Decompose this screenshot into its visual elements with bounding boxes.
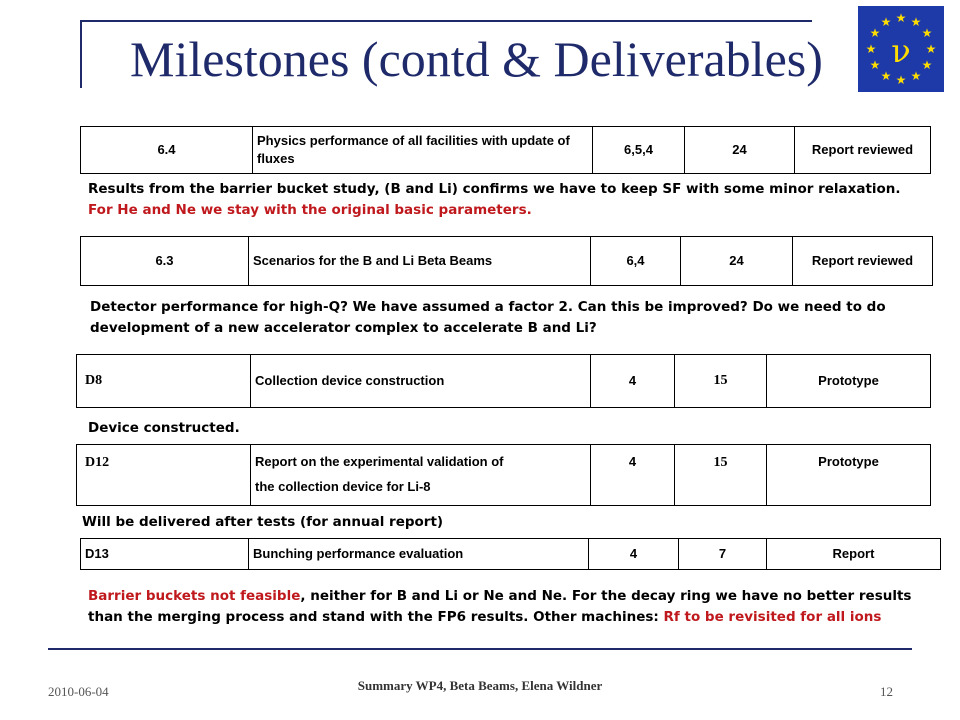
deliverable-month: 15 bbox=[675, 445, 767, 506]
svg-text:★: ★ bbox=[895, 11, 907, 25]
footer-divider bbox=[48, 648, 912, 650]
deliverable-description: Bunching performance evaluation bbox=[249, 539, 589, 570]
milestone-wp: 6,4 bbox=[591, 237, 681, 286]
milestone-month: 24 bbox=[681, 237, 793, 286]
milestone-type: Report reviewed bbox=[793, 237, 933, 286]
table-row bbox=[77, 355, 931, 408]
note-line: Detector performance for high-Q? We have assumed a factor 2. Can this be improved? Do we need to do bbox=[90, 299, 886, 315]
deliverable-id: D12 bbox=[77, 445, 251, 506]
footer-summary: Summary WP4, Beta Beams, Elena Wildner bbox=[357, 678, 603, 693]
note-detector-performance bbox=[90, 297, 930, 339]
table-row bbox=[81, 127, 931, 174]
nu-symbol: ν bbox=[891, 32, 911, 70]
svg-text:★: ★ bbox=[910, 15, 922, 29]
deliverable-table-d13 bbox=[80, 538, 941, 570]
eu-flag-logo bbox=[858, 6, 944, 92]
milestone-table-6-4 bbox=[80, 126, 931, 174]
deliverable-wp: 4 bbox=[591, 355, 675, 408]
milestone-description: Scenarios for the B and Li Beta Beams bbox=[249, 237, 591, 286]
deliverable-wp: 4 bbox=[591, 445, 675, 506]
deliverable-month: 7 bbox=[679, 539, 767, 570]
deliverable-id: D13 bbox=[81, 539, 249, 570]
milestone-description: Physics performance of all facilities with update of fluxes bbox=[253, 127, 593, 174]
title-frame-top bbox=[80, 20, 812, 22]
deliverable-type: Prototype bbox=[767, 445, 931, 506]
note-delivered-after-tests: Will be delivered after tests (for annual report) bbox=[82, 514, 444, 530]
svg-text:★: ★ bbox=[921, 58, 933, 72]
note-line-red: For He and Ne we stay with the original basic parameters. bbox=[88, 202, 532, 218]
svg-text:★: ★ bbox=[895, 73, 907, 87]
table-row bbox=[81, 237, 933, 286]
deliverable-type: Report bbox=[767, 539, 941, 570]
deliverable-wp: 4 bbox=[589, 539, 679, 570]
milestone-id: 6.3 bbox=[81, 237, 249, 286]
note-barrier-bucket-study bbox=[88, 179, 928, 221]
svg-text:★: ★ bbox=[910, 69, 922, 83]
svg-text:★: ★ bbox=[869, 58, 881, 72]
note-text: than the merging process and stand with the FP6 results. Other machines: bbox=[88, 609, 664, 625]
footer-date: 2010-06-04 bbox=[48, 684, 109, 699]
milestone-month: 24 bbox=[685, 127, 795, 174]
milestone-wp: 6,5,4 bbox=[593, 127, 685, 174]
note-line: Results from the barrier bucket study, (B and Li) confirms we have to keep SF with some minor relaxation. bbox=[88, 181, 901, 197]
note-line: development of a new accelerator complex to accelerate B and Li? bbox=[90, 320, 597, 336]
svg-text:★: ★ bbox=[925, 42, 937, 56]
note-line bbox=[88, 586, 938, 607]
note-text: , neither for B and Li or Ne and Ne. For the decay ring we have no better results bbox=[300, 588, 912, 604]
svg-text:★: ★ bbox=[869, 26, 881, 40]
deliverable-id: D8 bbox=[77, 355, 251, 408]
deliverable-description: Collection device construction bbox=[251, 355, 591, 408]
table-row bbox=[81, 539, 941, 570]
svg-text:★: ★ bbox=[880, 69, 892, 83]
note-device-constructed: Device constructed. bbox=[88, 420, 240, 436]
deliverable-type: Prototype bbox=[767, 355, 931, 408]
deliverable-table-d8 bbox=[76, 354, 931, 408]
note-barrier-buckets bbox=[88, 586, 938, 628]
svg-text:★: ★ bbox=[865, 42, 877, 56]
page-title: Milestones (contd & Deliverables) bbox=[130, 31, 823, 87]
title-frame-left bbox=[80, 20, 82, 88]
deliverable-table-d12 bbox=[76, 444, 931, 506]
page-number: 12 bbox=[880, 684, 893, 699]
svg-text:★: ★ bbox=[880, 15, 892, 29]
note-line bbox=[88, 607, 938, 628]
milestone-id: 6.4 bbox=[81, 127, 253, 174]
note-highlight-red: Barrier buckets not feasible bbox=[88, 588, 301, 604]
milestone-table-6-3 bbox=[80, 236, 933, 286]
table-row bbox=[77, 445, 931, 506]
note-highlight-red: Rf to be revisited for all ions bbox=[663, 609, 882, 625]
deliverable-month: 15 bbox=[675, 355, 767, 408]
deliverable-description: Report on the experimental validation of the collection device for Li-8 bbox=[251, 445, 591, 506]
milestone-type: Report reviewed bbox=[795, 127, 931, 174]
svg-text:★: ★ bbox=[921, 26, 933, 40]
